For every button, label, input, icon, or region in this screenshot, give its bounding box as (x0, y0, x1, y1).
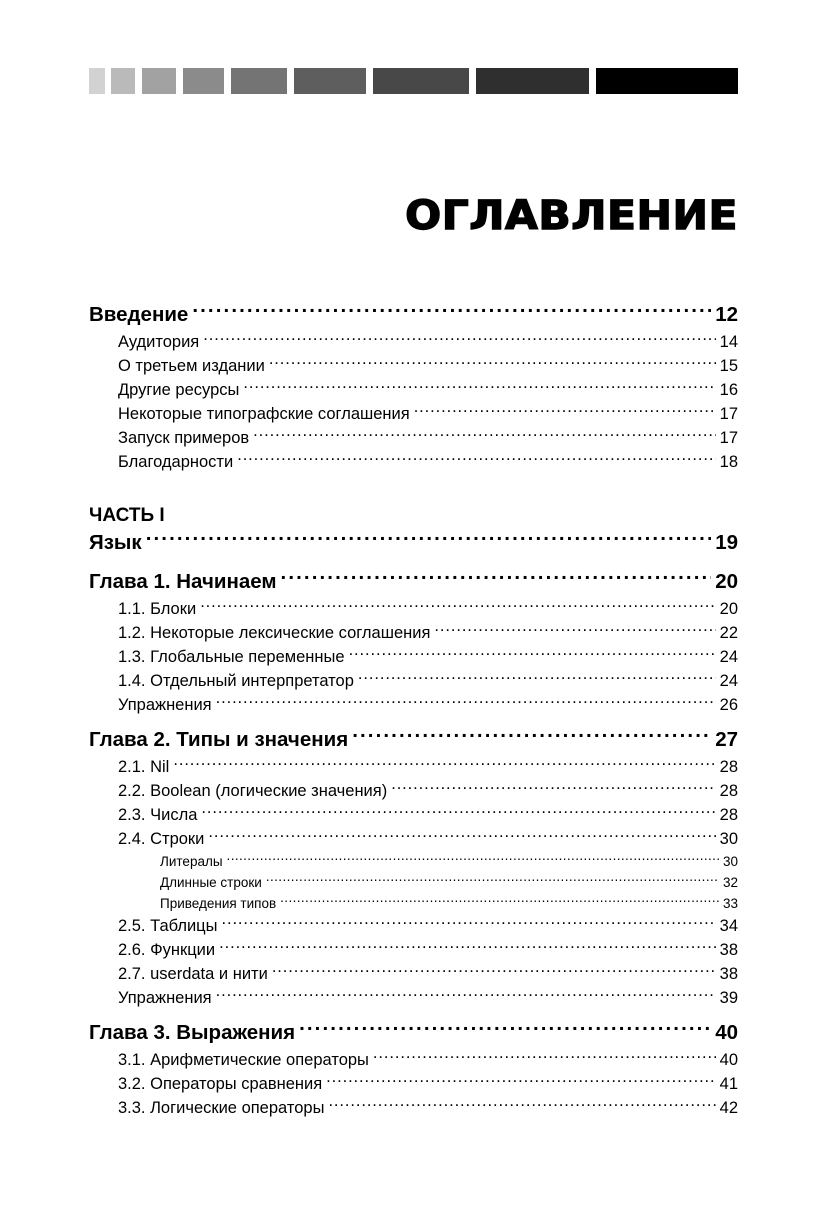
toc-leader-dots (281, 568, 712, 589)
toc-entry-page: 42 (719, 1099, 738, 1117)
toc-leader-dots (299, 1019, 711, 1040)
toc-entry-page: 38 (719, 941, 738, 959)
toc-entry-title: 2.7. userdata и нити (118, 965, 268, 983)
toc-entry[interactable] (89, 938, 738, 962)
toc-leader-dots (203, 331, 715, 348)
toc-entry-title: Введение (89, 303, 189, 326)
toc-entry-chapter-2[interactable] (89, 725, 738, 755)
table-of-contents (89, 300, 738, 1120)
toc-entry-page: 15 (719, 357, 738, 375)
toc-entry-title: Глава 1. Начинаем (89, 570, 277, 593)
toc-entry-title: Упражнения (118, 989, 212, 1007)
toc-entry-title: Благодарности (118, 453, 234, 471)
toc-leader-dots (146, 529, 711, 550)
toc-entry-title: 2.5. Таблицы (118, 917, 218, 935)
toc-subentry[interactable] (89, 893, 738, 914)
toc-entry-title: Глава 2. Типы и значения (89, 728, 349, 751)
toc-entry-page: 16 (719, 381, 738, 399)
toc-subentry[interactable] (89, 872, 738, 893)
toc-leader-dots (280, 895, 719, 909)
header-bar (142, 68, 176, 94)
toc-entry-page: 26 (719, 696, 738, 714)
toc-entry-page: 30 (719, 830, 738, 848)
header-bar (183, 68, 224, 94)
toc-subentry[interactable] (89, 851, 738, 872)
toc-entry-title: 3.2. Операторы сравнения (118, 1075, 323, 1093)
toc-leader-dots (326, 1073, 716, 1090)
toc-entry[interactable] (89, 1048, 738, 1072)
toc-entry-title: Аудитория (118, 333, 200, 351)
toc-entry-part-1[interactable] (89, 528, 738, 558)
toc-entry-title: Длинные строки (160, 875, 262, 890)
toc-entry-page: 27 (715, 728, 738, 751)
toc-entry-page: 18 (719, 453, 738, 471)
toc-entry[interactable] (89, 755, 738, 779)
toc-leader-dots (216, 987, 716, 1004)
toc-leader-dots (352, 726, 711, 747)
toc-entry[interactable] (89, 1096, 738, 1120)
toc-entry-title: 2.6. Функции (118, 941, 216, 959)
toc-entry-page: 28 (719, 806, 738, 824)
toc-entry-page: 28 (719, 758, 738, 776)
toc-leader-dots (266, 874, 719, 888)
toc-entry-page: 17 (719, 405, 738, 423)
toc-entry[interactable] (89, 827, 738, 851)
toc-entry-title: 3.1. Арифметические операторы (118, 1051, 369, 1069)
toc-entry-page: 32 (722, 875, 738, 890)
toc-entry[interactable] (89, 669, 738, 693)
toc-leader-dots (391, 780, 715, 797)
toc-entry-title: Некоторые типографские соглашения (118, 405, 410, 423)
toc-leader-dots (373, 1049, 716, 1066)
toc-entry-title: 3.3. Логические операторы (118, 1099, 325, 1117)
toc-leader-dots (216, 694, 716, 711)
toc-entry-page: 28 (719, 782, 738, 800)
toc-entry-title: 2.3. Числа (118, 806, 198, 824)
header-bar (89, 68, 105, 94)
toc-entry-page: 17 (719, 429, 738, 447)
toc-entry-page: 20 (719, 600, 738, 618)
toc-entry[interactable] (89, 426, 738, 450)
toc-entry-title: 1.2. Некоторые лексические соглашения (118, 624, 431, 642)
toc-entry[interactable] (89, 962, 738, 986)
toc-entry-page: 41 (719, 1075, 738, 1093)
toc-entry-title: 2.2. Boolean (логические значения) (118, 782, 388, 800)
toc-entry-title: 1.4. Отдельный интерпретатор (118, 672, 354, 690)
toc-entry[interactable] (89, 597, 738, 621)
toc-entry[interactable] (89, 803, 738, 827)
toc-entry[interactable] (89, 645, 738, 669)
toc-entry[interactable] (89, 693, 738, 717)
toc-leader-dots (349, 646, 716, 663)
toc-entry-page: 33 (722, 896, 738, 911)
toc-entry-title: Запуск примеров (118, 429, 250, 447)
toc-leader-dots (192, 301, 711, 322)
toc-entry[interactable] (89, 402, 738, 426)
toc-entry-page: 40 (719, 1051, 738, 1069)
toc-leader-dots (328, 1097, 715, 1114)
toc-entry-title: Приведения типов (160, 896, 277, 911)
header-bar (476, 68, 589, 94)
toc-entry[interactable] (89, 330, 738, 354)
toc-entry-page: 24 (719, 648, 738, 666)
toc-entry[interactable] (89, 1072, 738, 1096)
toc-leader-dots (414, 403, 716, 420)
toc-entry-page: 40 (715, 1021, 738, 1044)
toc-leader-dots (243, 379, 715, 396)
toc-entry[interactable] (89, 986, 738, 1010)
toc-entry-page: 39 (719, 989, 738, 1007)
header-bar (294, 68, 366, 94)
toc-entry-title: Язык (89, 531, 142, 554)
toc-leader-dots (269, 355, 716, 372)
toc-entry-page: 30 (722, 854, 738, 869)
toc-entry-page: 24 (719, 672, 738, 690)
toc-entry-page: 22 (719, 624, 738, 642)
toc-entry-page: 19 (715, 531, 738, 554)
toc-leader-dots (434, 622, 715, 639)
toc-entry[interactable] (89, 354, 738, 378)
toc-entry-page: 14 (719, 333, 738, 351)
toc-entry[interactable] (89, 621, 738, 645)
toc-leader-dots (201, 804, 715, 821)
toc-leader-dots (200, 598, 715, 615)
toc-entry-chapter-1[interactable] (89, 567, 738, 597)
toc-leader-dots (208, 828, 715, 845)
toc-entry-title: 1.3. Глобальные переменные (118, 648, 345, 666)
toc-part-label: ЧАСТЬ I (89, 505, 165, 526)
toc-entry[interactable] (89, 378, 738, 402)
toc-entry-page: 34 (719, 917, 738, 935)
toc-entry-title: О третьем издании (118, 357, 265, 375)
toc-leader-dots (221, 915, 715, 932)
toc-entry-page: 20 (715, 570, 738, 593)
toc-leader-dots (358, 670, 716, 687)
toc-entry-page: 12 (715, 303, 738, 326)
toc-entry[interactable] (89, 779, 738, 803)
toc-leader-dots (237, 451, 715, 468)
page-title: ОГЛАВЛЕНИЕ (405, 193, 738, 239)
header-bar (111, 68, 135, 94)
toc-entry[interactable] (89, 450, 738, 474)
toc-entry[interactable] (89, 914, 738, 938)
toc-entry-title: 2.4. Строки (118, 830, 205, 848)
toc-entry-title: Другие ресурсы (118, 381, 240, 399)
toc-entry-title: Литералы (160, 854, 223, 869)
header-bar (373, 68, 469, 94)
header-bar (596, 68, 738, 94)
toc-entry-title: Упражнения (118, 696, 212, 714)
toc-entry-intro[interactable] (89, 300, 738, 330)
toc-entry-title: 2.1. Nil (118, 758, 170, 776)
toc-entry-title: 1.1. Блоки (118, 600, 197, 618)
toc-leader-dots (219, 939, 716, 956)
header-gradient-bars (0, 68, 827, 94)
header-bar (231, 68, 287, 94)
toc-leader-dots (272, 963, 716, 980)
toc-entry-chapter-3[interactable] (89, 1018, 738, 1048)
toc-entry-title: Глава 3. Выражения (89, 1021, 296, 1044)
toc-leader-dots (253, 427, 715, 444)
toc-leader-dots (173, 756, 715, 773)
toc-entry-page: 38 (719, 965, 738, 983)
toc-leader-dots (227, 853, 719, 867)
